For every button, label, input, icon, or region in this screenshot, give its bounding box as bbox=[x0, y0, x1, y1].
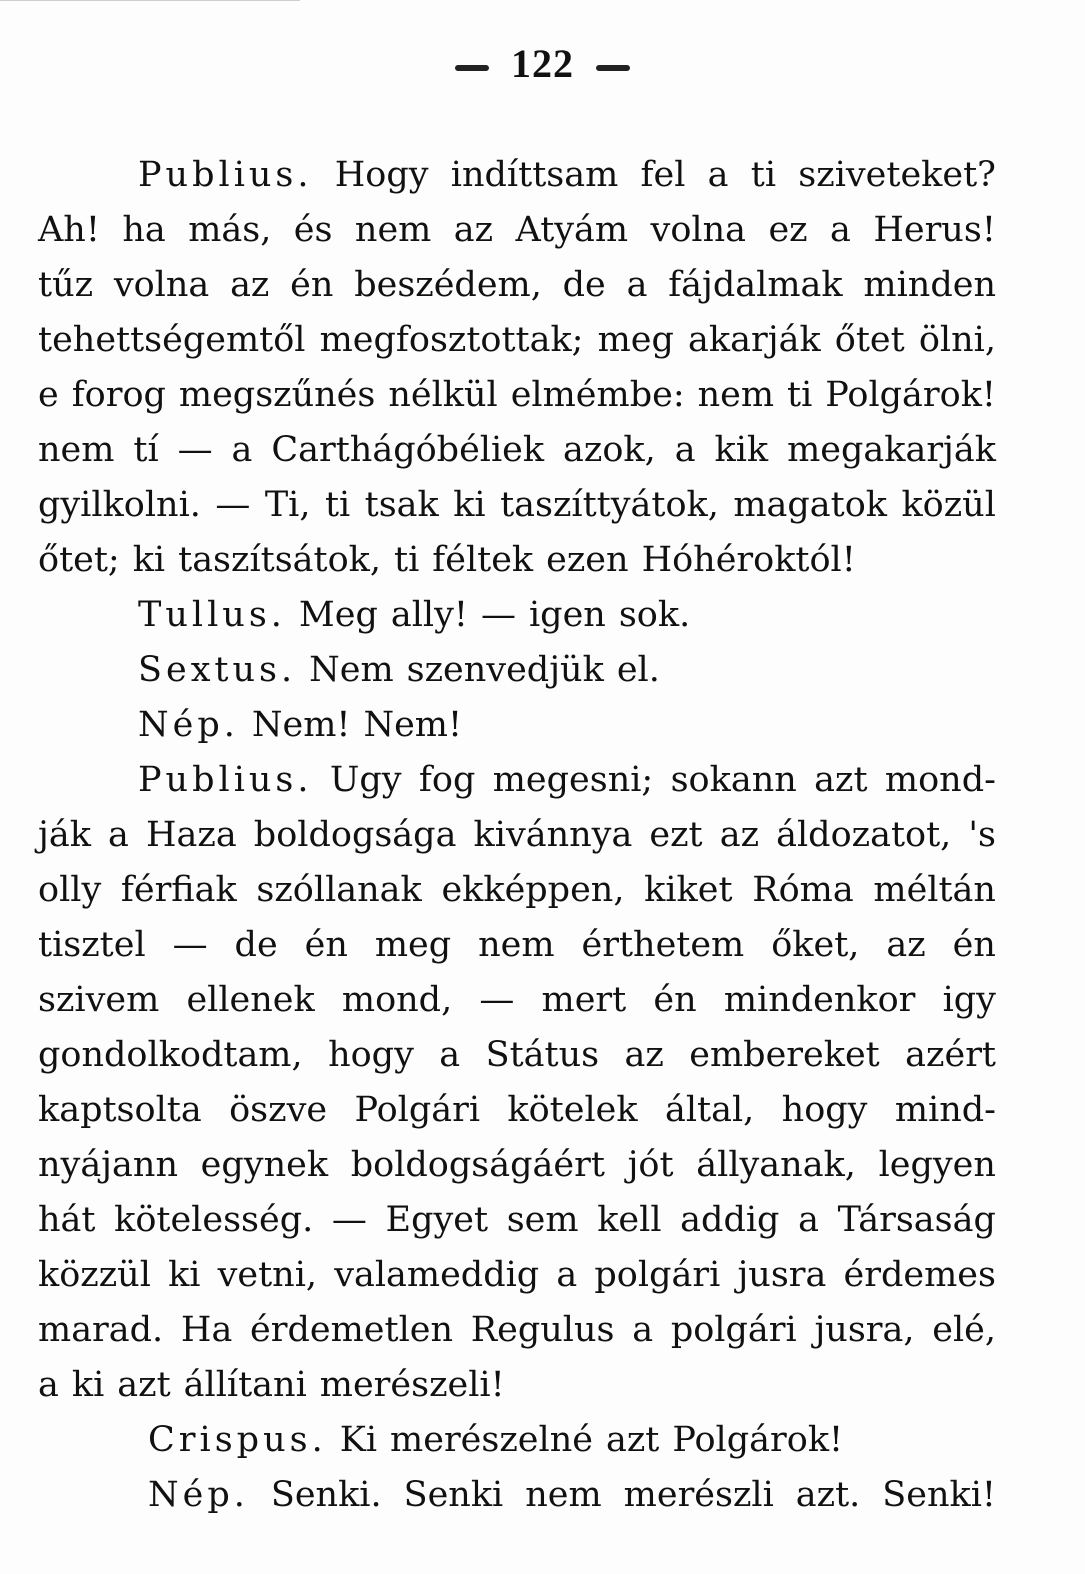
text-line bbox=[38, 1193, 996, 1248]
text-word: valameddig bbox=[334, 1255, 540, 1295]
text-word: nélkül bbox=[388, 375, 498, 415]
text-word: megszűnés bbox=[178, 375, 376, 415]
text-word: kaptsolta bbox=[38, 1090, 202, 1130]
text-word: beszédem, bbox=[354, 265, 542, 305]
text-word: el. bbox=[616, 650, 660, 690]
text-word: meg bbox=[597, 320, 674, 360]
text-word: nem bbox=[478, 925, 555, 965]
text-word: polgári bbox=[670, 1310, 797, 1350]
text-word: méltán bbox=[873, 870, 996, 910]
text-word: gondolkodtam, bbox=[38, 1035, 303, 1075]
text-word: ki bbox=[453, 485, 486, 525]
text-word: őtet bbox=[834, 320, 905, 360]
text-word: állítani bbox=[183, 1365, 307, 1405]
text-word: Nem! bbox=[363, 705, 463, 745]
text-word: magatok bbox=[733, 485, 887, 525]
text-word: elé, bbox=[932, 1310, 996, 1350]
text-word: ják bbox=[38, 815, 91, 855]
text-word: — bbox=[479, 980, 515, 1020]
text-word: én bbox=[304, 925, 348, 965]
text-word: kötelek bbox=[507, 1090, 638, 1130]
text-line bbox=[38, 973, 996, 1028]
text-word: szenvedjük bbox=[406, 650, 604, 690]
text-line bbox=[38, 478, 996, 533]
text-word: ti bbox=[394, 540, 420, 580]
text-line bbox=[38, 808, 996, 863]
text-word: boldogsága bbox=[253, 815, 457, 855]
text-word: boldogságáért bbox=[350, 1145, 605, 1185]
text-word: én bbox=[952, 925, 996, 965]
text-word: megakarják bbox=[787, 430, 996, 470]
text-word: Senki. bbox=[270, 1475, 382, 1515]
text-word: kivánnya bbox=[473, 815, 633, 855]
text-line bbox=[38, 1303, 996, 1358]
text-word: Haza bbox=[146, 815, 237, 855]
speaker-name: Publius. bbox=[138, 760, 313, 800]
text-line bbox=[38, 533, 996, 588]
text-word: minden bbox=[863, 265, 996, 305]
text-word: taszítsátok, bbox=[178, 540, 382, 580]
text-word: állyanak, bbox=[696, 1145, 856, 1185]
text-line bbox=[38, 203, 996, 258]
text-word: Polgárok! bbox=[825, 375, 996, 415]
text-word: hogy bbox=[781, 1090, 868, 1130]
speaker-name: Crispus. bbox=[148, 1420, 327, 1460]
text-word: áldozatot, bbox=[776, 815, 952, 855]
text-word: a bbox=[830, 210, 851, 250]
speaker-name: Publius. bbox=[138, 155, 313, 195]
text-word: a bbox=[798, 1200, 819, 1240]
text-word: Carthágóbéliek bbox=[271, 430, 545, 470]
text-word: hát bbox=[38, 1200, 96, 1240]
text-word: megesni; bbox=[492, 760, 654, 800]
text-word: azt bbox=[605, 1420, 660, 1460]
text-word: — bbox=[177, 430, 213, 470]
text-word: mond- bbox=[884, 760, 996, 800]
text-word: azt. bbox=[795, 1475, 861, 1515]
text-line bbox=[38, 368, 996, 423]
text-word: közül bbox=[901, 485, 996, 525]
text-word: az bbox=[624, 1035, 664, 1075]
text-word: a bbox=[707, 155, 729, 195]
text-word: nem bbox=[697, 375, 775, 415]
text-word: marad. bbox=[38, 1310, 164, 1350]
header-left-ornament bbox=[455, 65, 489, 71]
text-word: férfiak bbox=[120, 870, 237, 910]
text-word: jusra, bbox=[814, 1310, 915, 1350]
text-word: tehettségemtől bbox=[38, 320, 306, 360]
text-line bbox=[38, 643, 996, 698]
text-word: mert bbox=[541, 980, 627, 1020]
text-word: Ha bbox=[180, 1310, 233, 1350]
text-word: kik bbox=[714, 430, 769, 470]
text-word: kell bbox=[597, 1200, 662, 1240]
text-word: kiket bbox=[644, 870, 733, 910]
text-word: féltek bbox=[432, 540, 534, 580]
text-word: Nem! bbox=[251, 705, 351, 745]
text-line bbox=[38, 1248, 996, 1303]
text-word: sziveteket? bbox=[798, 155, 996, 195]
speaker-name: Sextus. bbox=[138, 650, 297, 690]
text-word: mind- bbox=[894, 1090, 996, 1130]
text-word: sokann bbox=[670, 760, 797, 800]
text-word: a bbox=[626, 265, 648, 305]
speaker-name: Nép. bbox=[148, 1475, 249, 1515]
text-word: egynek bbox=[200, 1145, 329, 1185]
text-word: az bbox=[230, 265, 270, 305]
text-line bbox=[38, 863, 996, 918]
text-line bbox=[38, 753, 996, 808]
text-word: őtet; bbox=[38, 540, 120, 580]
text-word: szivem bbox=[38, 980, 160, 1020]
text-word: addig bbox=[680, 1200, 780, 1240]
text-word: őket, bbox=[771, 925, 860, 965]
text-word: ellenek bbox=[186, 980, 315, 1020]
text-word: ki bbox=[71, 1365, 105, 1405]
text-word: ki bbox=[168, 1255, 201, 1295]
text-word: 's bbox=[968, 815, 996, 855]
text-word: fájdalmak bbox=[668, 265, 843, 305]
text-line bbox=[38, 1358, 996, 1413]
text-word: de bbox=[234, 925, 278, 965]
text-word: Ki bbox=[339, 1420, 378, 1460]
text-word: elmémbe: bbox=[510, 375, 685, 415]
text-word: — bbox=[331, 1200, 367, 1240]
text-word: kötelesség. bbox=[114, 1200, 314, 1240]
header-right-ornament bbox=[596, 65, 630, 71]
text-word: Róma bbox=[752, 870, 854, 910]
text-word: nyájann bbox=[38, 1145, 178, 1185]
text-word: Polgárok! bbox=[672, 1420, 844, 1460]
text-word: Nem bbox=[309, 650, 394, 690]
text-word: ki bbox=[132, 540, 166, 580]
text-word: volna bbox=[650, 210, 746, 250]
text-word: — bbox=[480, 595, 516, 635]
text-word: a bbox=[108, 815, 129, 855]
page-body bbox=[38, 148, 996, 1523]
text-word: taszíttyátok, bbox=[500, 485, 719, 525]
text-word: a bbox=[439, 1035, 461, 1075]
text-word: e bbox=[38, 375, 59, 415]
text-word: nem bbox=[354, 210, 432, 250]
speaker-name: Nép. bbox=[138, 705, 239, 745]
text-word: azt bbox=[117, 1365, 171, 1405]
text-line bbox=[38, 698, 996, 753]
text-line bbox=[38, 1083, 996, 1138]
text-word: azt bbox=[814, 760, 868, 800]
text-word: Regulus bbox=[470, 1310, 615, 1350]
text-word: — bbox=[215, 485, 251, 525]
text-word: ally! bbox=[390, 595, 468, 635]
text-word: Ti, bbox=[264, 485, 311, 525]
text-word: igen bbox=[528, 595, 606, 635]
text-word: ti bbox=[787, 375, 813, 415]
text-word: ti bbox=[324, 485, 351, 525]
text-word: más, bbox=[188, 210, 272, 250]
text-word: az bbox=[719, 815, 760, 855]
text-word: igy bbox=[942, 980, 996, 1020]
text-word: Egyet bbox=[385, 1200, 489, 1240]
text-line bbox=[38, 918, 996, 973]
text-word: nem bbox=[525, 1475, 602, 1515]
text-word: fog bbox=[418, 760, 476, 800]
text-word: embereket bbox=[689, 1035, 880, 1075]
text-word: Polgári bbox=[354, 1090, 481, 1130]
text-word: Herus! bbox=[873, 210, 996, 250]
text-word: az bbox=[453, 210, 494, 250]
speaker-name: Tullus. bbox=[138, 595, 286, 635]
text-word: legyen bbox=[878, 1145, 996, 1185]
text-word: ezen bbox=[546, 540, 629, 580]
text-line bbox=[38, 313, 996, 368]
text-line bbox=[38, 1468, 996, 1523]
text-word: érthetem bbox=[581, 925, 745, 965]
text-word: forog bbox=[71, 375, 166, 415]
text-word: de bbox=[562, 265, 606, 305]
text-word: merészeli! bbox=[319, 1365, 505, 1405]
text-word: Ah! bbox=[38, 210, 100, 250]
text-word: tűz bbox=[38, 265, 94, 305]
text-word: Atyám bbox=[515, 210, 629, 250]
text-word: merészelné bbox=[390, 1420, 593, 1460]
text-word: azok, bbox=[563, 430, 656, 470]
text-word: fel bbox=[640, 155, 686, 195]
text-word: Társaság bbox=[837, 1200, 996, 1240]
text-word: vetni, bbox=[217, 1255, 318, 1295]
text-word: sem bbox=[506, 1200, 579, 1240]
text-word: mindenkor bbox=[723, 980, 916, 1020]
text-word: érdemes bbox=[843, 1255, 996, 1295]
text-word: tisztel bbox=[38, 925, 146, 965]
text-word: gyilkolni. bbox=[38, 485, 201, 525]
text-word: szóllanak bbox=[256, 870, 422, 910]
page-number: 122 bbox=[511, 41, 574, 86]
text-word: mond, bbox=[341, 980, 453, 1020]
text-word: közzül bbox=[38, 1255, 151, 1295]
text-word: polgári bbox=[594, 1255, 721, 1295]
text-word: Hogy bbox=[334, 155, 429, 195]
text-word: azért bbox=[905, 1035, 996, 1075]
text-line bbox=[38, 258, 996, 313]
text-line bbox=[38, 423, 996, 478]
text-word: és bbox=[293, 210, 333, 250]
text-word: a bbox=[231, 430, 253, 470]
text-word: érdemetlen bbox=[250, 1310, 454, 1350]
text-word: hogy bbox=[328, 1035, 414, 1075]
text-word: akarják bbox=[688, 320, 821, 360]
text-word: ha bbox=[122, 210, 166, 250]
text-word: sok. bbox=[618, 595, 691, 635]
text-word: Ugy bbox=[329, 760, 402, 800]
text-line bbox=[38, 1028, 996, 1083]
text-word: én bbox=[653, 980, 697, 1020]
text-word: indíttsam bbox=[450, 155, 619, 195]
text-word: olly bbox=[38, 870, 102, 910]
text-word: jusra bbox=[737, 1255, 827, 1295]
text-word: ekképpen, bbox=[441, 870, 625, 910]
text-word: meg bbox=[374, 925, 452, 965]
page-header bbox=[0, 40, 1085, 87]
text-word: Hóhéroktól! bbox=[641, 540, 856, 580]
text-word: megfosztottak; bbox=[319, 320, 584, 360]
text-word: az bbox=[886, 925, 926, 965]
text-word: Státus bbox=[485, 1035, 600, 1075]
text-word: merészli bbox=[623, 1475, 774, 1515]
text-word: tsak bbox=[364, 485, 439, 525]
text-word: Meg bbox=[298, 595, 378, 635]
text-line bbox=[38, 588, 996, 643]
text-word: a bbox=[632, 1310, 654, 1350]
scan-edge-line bbox=[0, 0, 300, 1]
text-word: — bbox=[172, 925, 208, 965]
text-word: nem bbox=[38, 430, 115, 470]
text-word: öszve bbox=[229, 1090, 328, 1130]
text-word: jót bbox=[627, 1145, 674, 1185]
text-word: volna bbox=[113, 265, 210, 305]
text-word: én bbox=[290, 265, 334, 305]
text-word: a bbox=[38, 1365, 59, 1405]
text-word: a bbox=[556, 1255, 578, 1295]
text-line bbox=[38, 1413, 996, 1468]
text-word: tí bbox=[133, 430, 159, 470]
text-word: ezt bbox=[649, 815, 703, 855]
text-word: ez bbox=[768, 210, 808, 250]
text-word: ti bbox=[750, 155, 777, 195]
text-line bbox=[38, 148, 996, 203]
text-word: ölni, bbox=[918, 320, 996, 360]
text-word: által, bbox=[664, 1090, 755, 1130]
text-word: Senki! bbox=[882, 1475, 996, 1515]
text-word: Senki bbox=[403, 1475, 504, 1515]
text-line bbox=[38, 1138, 996, 1193]
text-word: a bbox=[674, 430, 696, 470]
